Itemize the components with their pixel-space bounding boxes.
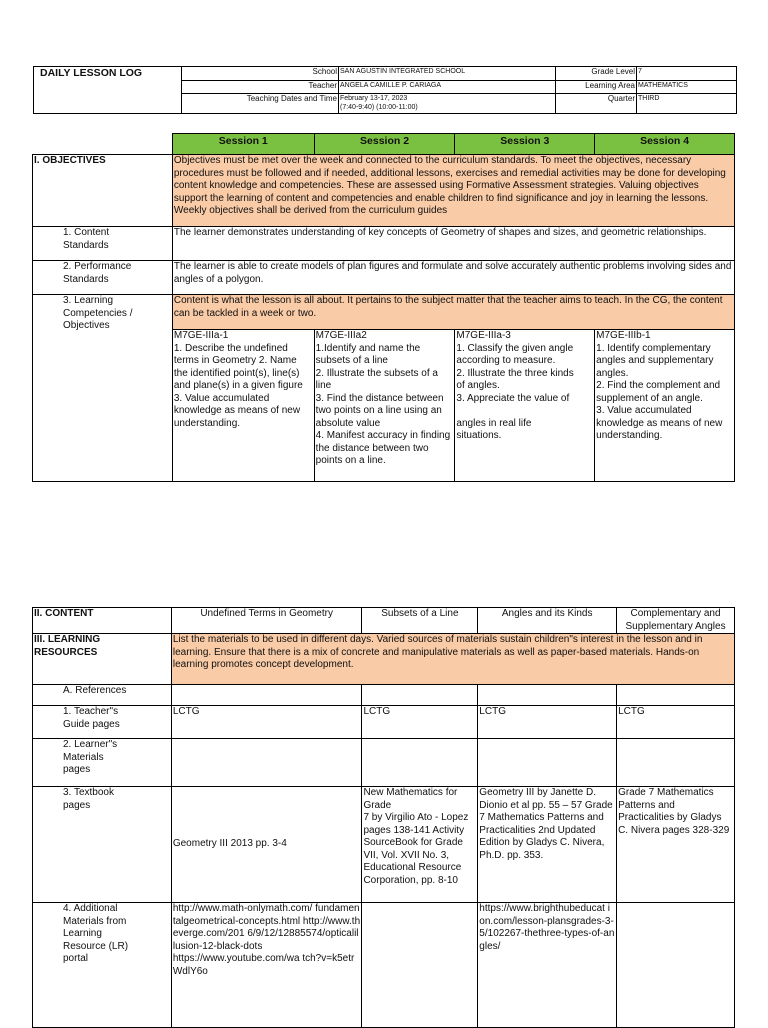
- competency-cell: M7GE-IIIa-1 1. Describe the undefined terms in Geometry 2. Name the identified point(s), line(s) and plane(s) in a given figure 3. Value accumulated knowledge as means of new understanding.: [172, 330, 314, 482]
- textbook-value: New Mathematics for Grade 7 by Virgilio Ato - Lopez pages 138-141 Activity SourceBook for Grade VII, Vol. XVII No. 3, Educational Resource Corporation, pp. 8-10: [362, 787, 478, 903]
- document-title: DAILY LESSON LOG: [34, 67, 182, 114]
- quarter-value: THIRD: [637, 94, 737, 114]
- performance-standards-text: The learner is able to create models of plan figures and formulate and solve accurately authentic problems involving sides and angles of a polygon.: [172, 261, 734, 295]
- additional-materials-value: [617, 903, 735, 1028]
- empty-cell: [478, 739, 617, 787]
- teachers-guide-label: 1. Teacher"s Guide pages: [33, 706, 172, 739]
- empty-cell: [171, 685, 362, 706]
- resources-label: III. LEARNING RESOURCES: [33, 634, 172, 685]
- content-standards-text: The learner demonstrates understanding of key concepts of Geometry of shapes and sizes, and geometric relationships.: [172, 227, 734, 261]
- school-label: School: [182, 67, 339, 81]
- header-block: [33, 66, 737, 114]
- session-header: Session 3: [455, 134, 595, 155]
- grade-value: 7: [637, 67, 737, 81]
- competencies-text: Content is what the lesson is all about. It pertains to the subject matter that the teacher aims to teach. In the CG, the content can be tackled in a week or two.: [172, 295, 734, 330]
- learners-materials-label: 2. Learner"s Materials pages: [33, 739, 172, 787]
- additional-materials-value: [362, 903, 478, 1028]
- teachers-guide-value: LCTG: [478, 706, 617, 739]
- empty-cell: [362, 685, 478, 706]
- empty-cell: [617, 739, 735, 787]
- performance-standards-label: 2. Performance Standards: [33, 261, 173, 295]
- textbook-value: Geometry III by Janette D. Dionio et al pp. 55 – 57 Grade 7 Mathematics Patterns and Practicalities 2nd Updated Edition by Gladys C. Nivera, Ph.D. pp. 353.: [478, 787, 617, 903]
- additional-materials-value: http://www.math-onlymath.com/ fundamentalgeometrical-concepts.html http://www.theverge.com/201 6/9/12/12885574/opticalillusion-12-black-dots https://www.youtube.com/wa tch?v=k5etrWdlY6o: [171, 903, 362, 1028]
- content-topic: Undefined Terms in Geometry: [171, 608, 362, 634]
- empty-cell: [362, 739, 478, 787]
- resources-block: [32, 607, 735, 1028]
- resources-text: List the materials to be used in different days. Varied sources of materials sustain children"s interest in the lesson and in learning. Ensure that there is a mix of concrete and manipulative materials as well as paper-based materials. Hands-on learning promotes concept development.: [171, 634, 734, 685]
- references-label: A. References: [33, 685, 172, 706]
- textbook-label: 3. Textbook pages: [33, 787, 172, 903]
- school-value: SAN AGUSTIN INTEGRATED SCHOOL: [339, 67, 556, 81]
- content-topic: Subsets of a Line: [362, 608, 478, 634]
- competencies-label: 3. Learning Competencies / Objectives: [33, 295, 173, 482]
- quarter-label: Quarter: [556, 94, 637, 114]
- teachers-guide-value: LCTG: [362, 706, 478, 739]
- empty-cell: [617, 685, 735, 706]
- textbook-value: Grade 7 Mathematics Patterns and Practicalities by Gladys C. Nivera pages 328-329: [617, 787, 735, 903]
- objectives-block: [32, 133, 735, 482]
- teacher-label: Teacher: [182, 81, 339, 94]
- teachers-guide-value: LCTG: [617, 706, 735, 739]
- dates-value: February 13-17, 2023 (7:40-9:40) (10:00-11:00): [339, 94, 556, 114]
- learning-area-label: Learning Area: [556, 81, 637, 94]
- content-topic: Angles and its Kinds: [478, 608, 617, 634]
- dates-label: Teaching Dates and Time: [182, 94, 339, 114]
- content-topic: Complementary and Supplementary Angles: [617, 608, 735, 634]
- corner-cell: [33, 134, 173, 155]
- empty-cell: [478, 685, 617, 706]
- competency-cell: M7GE-IIIa-3 1. Classify the given angle according to measure. 2. Illustrate the three kinds of angles. 3. Appreciate the value of angles in real life situations.: [455, 330, 595, 482]
- content-label: II. CONTENT: [33, 608, 172, 634]
- empty-cell: [171, 739, 362, 787]
- learning-area-value: MATHEMATICS: [637, 81, 737, 94]
- teachers-guide-value: LCTG: [171, 706, 362, 739]
- objectives-text: Objectives must be met over the week and connected to the curriculum standards. To meet the objectives, necessary procedures must be followed and if needed, additional lessons, exercises and remedial activities may be done for developing content knowledge and competencies. These are assessed using Formative Assessment strategies. Valuing objectives support the learning of content and competencies and enable children to find significance and joy in learning the lessons. Weekly objectives shall be derived from the curriculum guides: [172, 155, 734, 227]
- competency-cell: M7GE-IIIb-1 1. Identify complementary angles and supplementary angles. 2. Find the complement and supplement of an angle. 3. Value accumulated knowledge as means of new understanding.: [595, 330, 735, 482]
- session-header: Session 4: [595, 134, 735, 155]
- additional-materials-label: 4. Additional Materials from Learning Resource (LR) portal: [33, 903, 172, 1028]
- grade-label: Grade Level: [556, 67, 637, 81]
- content-standards-label: 1. Content Standards: [33, 227, 173, 261]
- teacher-value: ANGELA CAMILLE P. CARIAGA: [339, 81, 556, 94]
- session-header: Session 1: [172, 134, 314, 155]
- objectives-label: I. OBJECTIVES: [33, 155, 173, 227]
- competency-cell: M7GE-IIIa2 1.Identify and name the subsets of a line 2. Illustrate the subsets of a line 3. Find the distance between two points on a line using an absolute value 4. Manifest accuracy in finding the distance between two points on a line.: [314, 330, 455, 482]
- session-header: Session 2: [314, 134, 455, 155]
- textbook-value: Geometry III 2013 pp. 3-4: [171, 787, 362, 903]
- additional-materials-value: https://www.brighthubeducat ion.com/lesson-plansgrades-3-5/102267-thethree-types-of-angles/: [478, 903, 617, 1028]
